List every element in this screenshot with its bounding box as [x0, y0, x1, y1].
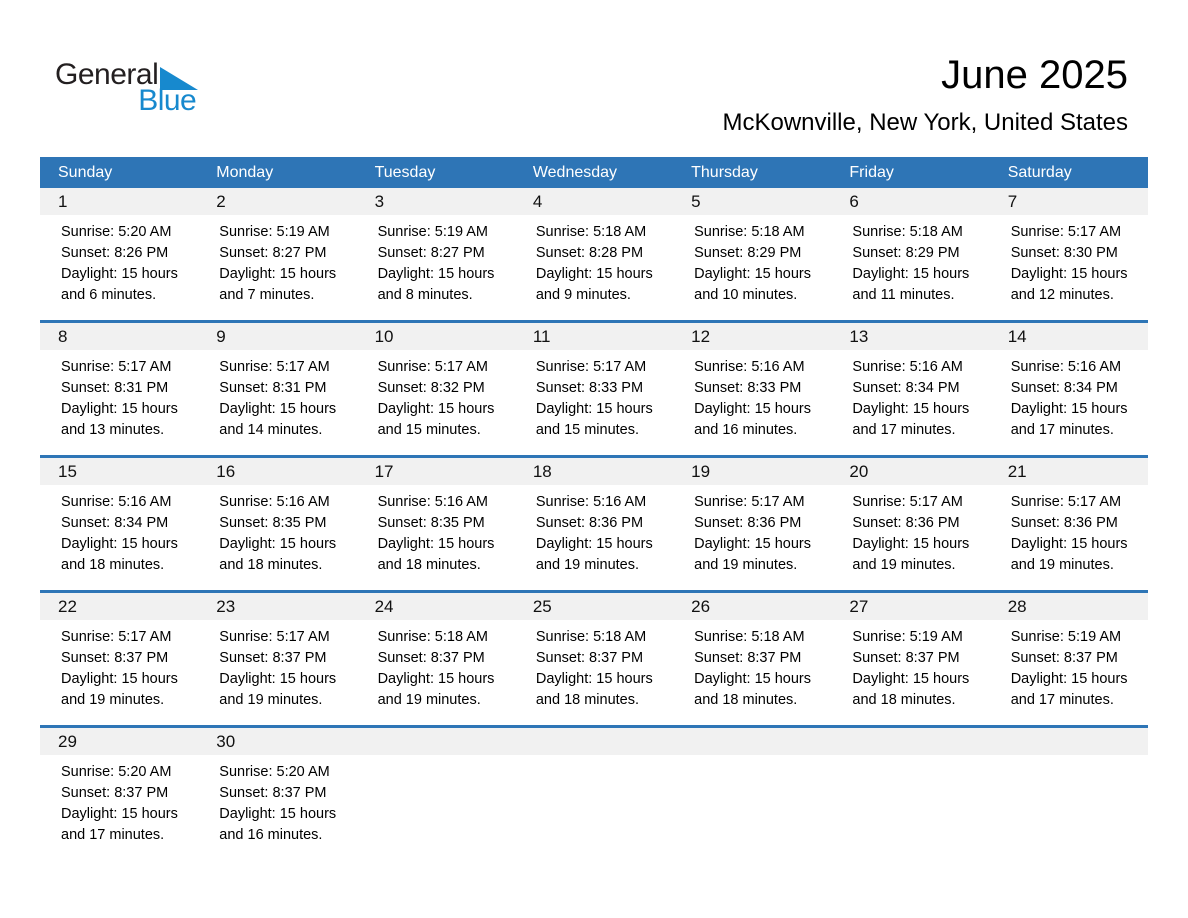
daylight-text: Daylight: 15 hours and 7 minutes. [219, 266, 337, 303]
sunset-text: Sunset: 8:32 PM [377, 380, 485, 396]
day-number [990, 728, 1148, 755]
sunset-text: Sunset: 8:37 PM [377, 650, 485, 666]
daylight-text: Daylight: 15 hours and 13 minutes. [61, 401, 178, 438]
sunset-text: Sunset: 8:36 PM [852, 515, 960, 531]
daylight-text: Daylight: 15 hours and 16 minutes. [219, 806, 337, 843]
day-number: 29 [40, 728, 198, 755]
general-blue-logo [55, 60, 198, 115]
day-cell-17 [357, 458, 515, 590]
day-number: 10 [357, 323, 515, 350]
sunrise-text: Sunrise: 5:16 AM [377, 494, 488, 510]
sunset-text: Sunset: 8:26 PM [61, 245, 169, 261]
sunset-text: Sunset: 8:34 PM [1010, 380, 1118, 396]
day-number: 12 [673, 323, 831, 350]
weekday-header-row [40, 157, 1148, 188]
daylight-text: Daylight: 15 hours and 17 minutes. [1010, 401, 1128, 438]
day-details [40, 485, 198, 576]
day-details [198, 755, 356, 846]
sunrise-text: Sunrise: 5:17 AM [61, 629, 172, 645]
weekday-header-monday: Monday [216, 164, 274, 181]
day-details [357, 350, 515, 441]
day-details [831, 620, 989, 711]
sunrise-text: Sunrise: 5:17 AM [219, 629, 330, 645]
daylight-text: Daylight: 15 hours and 16 minutes. [694, 401, 811, 438]
calendar-table [40, 157, 1148, 860]
day-number: 14 [990, 323, 1148, 350]
sunset-text: Sunset: 8:37 PM [61, 785, 169, 801]
sunset-text: Sunset: 8:30 PM [1010, 245, 1118, 261]
sunset-text: Sunset: 8:29 PM [694, 245, 802, 261]
sunrise-text: Sunrise: 5:18 AM [694, 224, 805, 240]
daylight-text: Daylight: 15 hours and 18 minutes. [694, 671, 811, 708]
day-cell-21 [990, 458, 1148, 590]
day-number: 11 [515, 323, 673, 350]
sunrise-text: Sunrise: 5:19 AM [377, 224, 488, 240]
daylight-text: Daylight: 15 hours and 11 minutes. [852, 266, 970, 303]
daylight-text: Daylight: 15 hours and 18 minutes. [377, 536, 495, 573]
day-number [831, 728, 989, 755]
sunset-text: Sunset: 8:34 PM [61, 515, 169, 531]
sunset-text: Sunset: 8:29 PM [852, 245, 960, 261]
day-details [198, 350, 356, 441]
day-cell-empty [357, 728, 515, 860]
day-number: 27 [831, 593, 989, 620]
day-number: 16 [198, 458, 356, 485]
daylight-text: Daylight: 15 hours and 19 minutes. [1010, 536, 1128, 573]
daylight-text: Daylight: 15 hours and 12 minutes. [1010, 266, 1128, 303]
daylight-text: Daylight: 15 hours and 17 minutes. [1010, 671, 1128, 708]
day-number: 22 [40, 593, 198, 620]
daylight-text: Daylight: 15 hours and 19 minutes. [535, 536, 653, 573]
week-row-1 [40, 188, 1148, 320]
day-details [990, 215, 1148, 306]
daylight-text: Daylight: 15 hours and 15 minutes. [535, 401, 653, 438]
month-title: June 2025 [941, 53, 1128, 97]
sunset-text: Sunset: 8:37 PM [61, 650, 169, 666]
day-cell-6 [831, 188, 989, 320]
daylight-text: Daylight: 15 hours and 14 minutes. [219, 401, 337, 438]
day-cell-22 [40, 593, 198, 725]
logo-text-general: General [55, 58, 159, 91]
daylight-text: Daylight: 15 hours and 6 minutes. [61, 266, 178, 303]
day-cell-27 [831, 593, 989, 725]
daylight-text: Daylight: 15 hours and 8 minutes. [377, 266, 495, 303]
day-details [831, 485, 989, 576]
day-details [515, 620, 673, 711]
day-details [40, 215, 198, 306]
day-number: 5 [673, 188, 831, 215]
daylight-text: Daylight: 15 hours and 19 minutes. [219, 671, 337, 708]
daylight-text: Daylight: 15 hours and 18 minutes. [535, 671, 653, 708]
daylight-text: Daylight: 15 hours and 18 minutes. [61, 536, 178, 573]
sunrise-text: Sunrise: 5:18 AM [535, 224, 647, 240]
day-details [40, 350, 198, 441]
sunset-text: Sunset: 8:35 PM [219, 515, 327, 531]
calendar-weeks [40, 188, 1148, 860]
day-number: 8 [40, 323, 198, 350]
daylight-text: Daylight: 15 hours and 10 minutes. [694, 266, 811, 303]
day-details [357, 485, 515, 576]
day-number [357, 728, 515, 755]
sunrise-text: Sunrise: 5:18 AM [852, 224, 963, 240]
day-number: 3 [357, 188, 515, 215]
sunrise-text: Sunrise: 5:16 AM [219, 494, 330, 510]
day-number: 9 [198, 323, 356, 350]
day-cell-19 [673, 458, 831, 590]
day-details [357, 620, 515, 711]
day-details [515, 215, 673, 306]
daylight-text: Daylight: 15 hours and 18 minutes. [852, 671, 970, 708]
sunset-text: Sunset: 8:35 PM [377, 515, 485, 531]
day-details [831, 215, 989, 306]
day-cell-4 [515, 188, 673, 320]
sunrise-text: Sunrise: 5:17 AM [694, 494, 805, 510]
day-cell-29 [40, 728, 198, 860]
day-details [673, 215, 831, 306]
day-details [831, 350, 989, 441]
day-cell-26 [673, 593, 831, 725]
day-details [673, 620, 831, 711]
weekday-header-sunday: Sunday [58, 164, 113, 181]
weekday-header-friday: Friday [849, 164, 894, 181]
sunrise-text: Sunrise: 5:16 AM [535, 494, 647, 510]
day-cell-23 [198, 593, 356, 725]
day-number: 24 [357, 593, 515, 620]
sunrise-text: Sunrise: 5:17 AM [852, 494, 963, 510]
day-details [515, 350, 673, 441]
daylight-text: Daylight: 15 hours and 15 minutes. [377, 401, 495, 438]
day-details [198, 215, 356, 306]
day-cell-15 [40, 458, 198, 590]
weekday-header-wednesday: Wednesday [532, 164, 618, 181]
day-details [357, 215, 515, 306]
day-number: 26 [673, 593, 831, 620]
sunset-text: Sunset: 8:28 PM [535, 245, 644, 261]
daylight-text: Daylight: 15 hours and 9 minutes. [535, 266, 653, 303]
sunset-text: Sunset: 8:36 PM [694, 515, 802, 531]
sunset-text: Sunset: 8:36 PM [1010, 515, 1118, 531]
sunrise-text: Sunrise: 5:18 AM [535, 629, 647, 645]
day-number: 23 [198, 593, 356, 620]
sunrise-text: Sunrise: 5:16 AM [852, 359, 963, 375]
day-cell-20 [831, 458, 989, 590]
day-cell-18 [515, 458, 673, 590]
day-cell-10 [357, 323, 515, 455]
day-details [673, 485, 831, 576]
daylight-text: Daylight: 15 hours and 18 minutes. [219, 536, 337, 573]
day-number: 13 [831, 323, 989, 350]
day-cell-empty [990, 728, 1148, 860]
day-number: 28 [990, 593, 1148, 620]
sunrise-text: Sunrise: 5:17 AM [61, 359, 172, 375]
location-subtitle: McKownville, New York, United States [722, 109, 1128, 136]
daylight-text: Daylight: 15 hours and 19 minutes. [852, 536, 970, 573]
sunrise-text: Sunrise: 5:18 AM [377, 629, 488, 645]
weekday-header-saturday: Saturday [1007, 164, 1072, 181]
day-cell-1 [40, 188, 198, 320]
day-cell-empty [673, 728, 831, 860]
daylight-text: Daylight: 15 hours and 19 minutes. [694, 536, 811, 573]
logo-row-blue [55, 84, 198, 117]
week-row-3 [40, 455, 1148, 590]
week-row-5 [40, 725, 1148, 860]
day-cell-13 [831, 323, 989, 455]
sunset-text: Sunset: 8:27 PM [377, 245, 485, 261]
day-cell-3 [357, 188, 515, 320]
day-number: 7 [990, 188, 1148, 215]
day-number [515, 728, 673, 755]
daylight-text: Daylight: 15 hours and 17 minutes. [61, 806, 178, 843]
weekday-header-tuesday: Tuesday [374, 164, 436, 181]
day-details [198, 485, 356, 576]
day-cell-7 [990, 188, 1148, 320]
day-number: 1 [40, 188, 198, 215]
day-details [198, 620, 356, 711]
day-details [990, 485, 1148, 576]
sunset-text: Sunset: 8:27 PM [219, 245, 327, 261]
day-cell-2 [198, 188, 356, 320]
day-details [990, 350, 1148, 441]
sunset-text: Sunset: 8:37 PM [694, 650, 802, 666]
sunset-text: Sunset: 8:37 PM [1010, 650, 1118, 666]
day-number: 19 [673, 458, 831, 485]
sunset-text: Sunset: 8:37 PM [852, 650, 960, 666]
week-row-2 [40, 320, 1148, 455]
day-number: 20 [831, 458, 989, 485]
day-cell-30 [198, 728, 356, 860]
day-cell-16 [198, 458, 356, 590]
sunrise-text: Sunrise: 5:20 AM [61, 224, 172, 240]
day-number: 6 [831, 188, 989, 215]
day-details [673, 350, 831, 441]
day-cell-9 [198, 323, 356, 455]
sunrise-text: Sunrise: 5:17 AM [219, 359, 330, 375]
sunset-text: Sunset: 8:31 PM [61, 380, 169, 396]
day-cell-14 [990, 323, 1148, 455]
day-number: 21 [990, 458, 1148, 485]
daylight-text: Daylight: 15 hours and 17 minutes. [852, 401, 970, 438]
sunrise-text: Sunrise: 5:20 AM [219, 764, 330, 780]
sunrise-text: Sunrise: 5:16 AM [1010, 359, 1122, 375]
day-details [40, 755, 198, 846]
sunrise-text: Sunrise: 5:16 AM [694, 359, 805, 375]
sunrise-text: Sunrise: 5:20 AM [61, 764, 172, 780]
day-cell-5 [673, 188, 831, 320]
day-number: 4 [515, 188, 673, 215]
daylight-text: Daylight: 15 hours and 19 minutes. [377, 671, 495, 708]
day-details [40, 620, 198, 711]
sunrise-text: Sunrise: 5:19 AM [852, 629, 963, 645]
sunrise-text: Sunrise: 5:19 AM [219, 224, 330, 240]
day-number: 25 [515, 593, 673, 620]
day-cell-8 [40, 323, 198, 455]
day-number: 18 [515, 458, 673, 485]
sunrise-text: Sunrise: 5:19 AM [1010, 629, 1122, 645]
sunset-text: Sunset: 8:37 PM [219, 650, 327, 666]
sunrise-text: Sunrise: 5:17 AM [1010, 494, 1122, 510]
header-titles [722, 52, 1128, 138]
sunset-text: Sunset: 8:34 PM [852, 380, 960, 396]
day-cell-11 [515, 323, 673, 455]
daylight-text: Daylight: 15 hours and 19 minutes. [61, 671, 178, 708]
day-cell-24 [357, 593, 515, 725]
day-details [515, 485, 673, 576]
day-number: 2 [198, 188, 356, 215]
sunrise-text: Sunrise: 5:17 AM [1010, 224, 1122, 240]
day-number: 30 [198, 728, 356, 755]
day-number: 15 [40, 458, 198, 485]
week-row-4 [40, 590, 1148, 725]
sunset-text: Sunset: 8:37 PM [219, 785, 327, 801]
day-cell-empty [515, 728, 673, 860]
weekday-header-thursday: Thursday [691, 164, 758, 181]
day-cell-empty [831, 728, 989, 860]
day-cell-12 [673, 323, 831, 455]
sunrise-text: Sunrise: 5:16 AM [61, 494, 172, 510]
sunset-text: Sunset: 8:33 PM [694, 380, 802, 396]
day-cell-25 [515, 593, 673, 725]
day-number: 17 [357, 458, 515, 485]
sunset-text: Sunset: 8:31 PM [219, 380, 327, 396]
sunrise-text: Sunrise: 5:18 AM [694, 629, 805, 645]
day-number [673, 728, 831, 755]
sunset-text: Sunset: 8:37 PM [535, 650, 644, 666]
sunset-text: Sunset: 8:36 PM [535, 515, 644, 531]
day-details [990, 620, 1148, 711]
sunrise-text: Sunrise: 5:17 AM [535, 359, 647, 375]
logo-text-blue: Blue [138, 84, 197, 117]
day-cell-28 [990, 593, 1148, 725]
sunrise-text: Sunrise: 5:17 AM [377, 359, 488, 375]
sunset-text: Sunset: 8:33 PM [535, 380, 644, 396]
